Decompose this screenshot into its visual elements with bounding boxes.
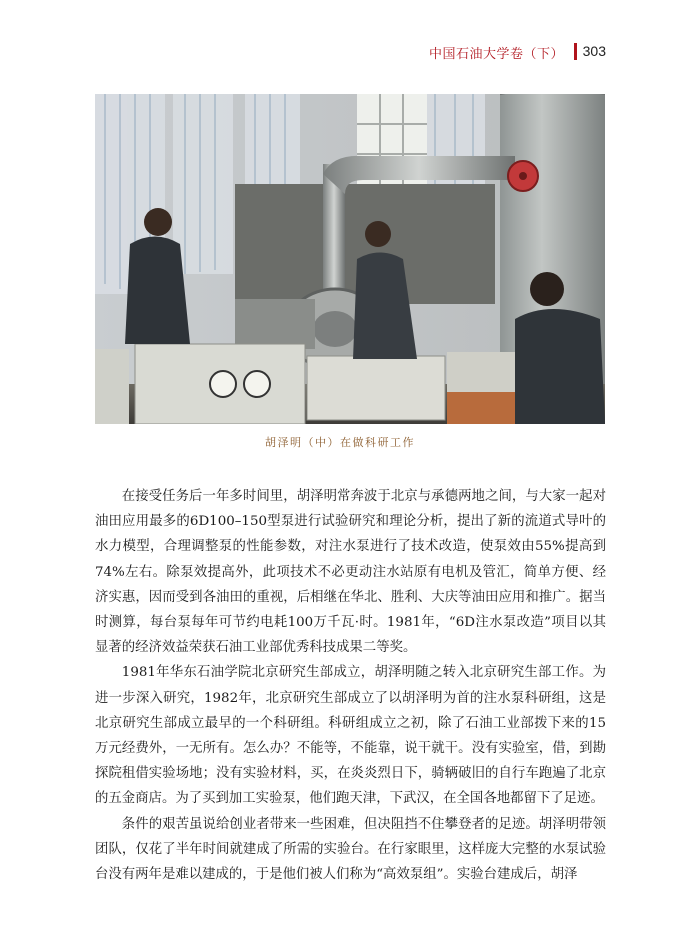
header-divider-bar	[574, 43, 577, 60]
page-header	[0, 40, 606, 64]
lab-photograph	[95, 94, 605, 424]
paragraph: 在接受任务后一年多时间里，胡泽明常奔波于北京与承德两地之间，与大家一起对油田应用最多的6D100–150型泵进行试验研究和理论分析，提出了新的流道式导叶的水力模型，合理调整泵的性能参数，对注水泵进行了技术改造，使泵效由55%提高到74%左右。除泵效提高外，此项技术不必更动注水站原有电机及管汇，简单方便、经济实惠，因而受到各油田的重视，后相继在华北、胜利、大庆等油田应用和推广。据当时测算，每台泵每年可节约电耗100万千瓦·时。1981年，“6D注水泵改造”项目以其显著的经济效益荣获石油工业部优秀科技成果二等奖。	[95, 489, 606, 656]
paragraph: 条件的艰苦虽说给创业者带来一些困难，但决阻挡不住攀登者的足迹。胡泽明带领团队，仅花了半年时间就建成了所需的实验台。在行家眼里，这样庞大完整的水泵试验台没有两年是难以建成的，于是他们被人们称为“高效泵组”。实验台建成后，胡泽	[95, 816, 606, 883]
paragraph: 1981年华东石油学院北京研究生部成立，胡泽明随之转入北京研究生部工作。为进一步深入研究，1982年，北京研究生部成立了以胡泽明为首的注水泵科研组，这是北京研究生部成立最早的一个科研组。科研组成立之初，除了石油工业部拨下来的15万元经费外，一无所有。怎么办？不能等，不能靠，说干就干。没有实验室，借，到勘探院租借实验场地；没有实验材料，买，在炎炎烈日下，骑辆破旧的自行车跑遍了北京的五金商店。为了买到加工实验泵，他们跑天津，下武汉，在全国各地都留下了足迹。	[95, 665, 606, 807]
page-number: 303	[582, 43, 606, 59]
body-text	[95, 484, 606, 887]
figure-caption: 胡泽明（中）在做科研工作	[265, 436, 415, 449]
running-title: 中国石油大学卷（下）	[428, 47, 564, 62]
